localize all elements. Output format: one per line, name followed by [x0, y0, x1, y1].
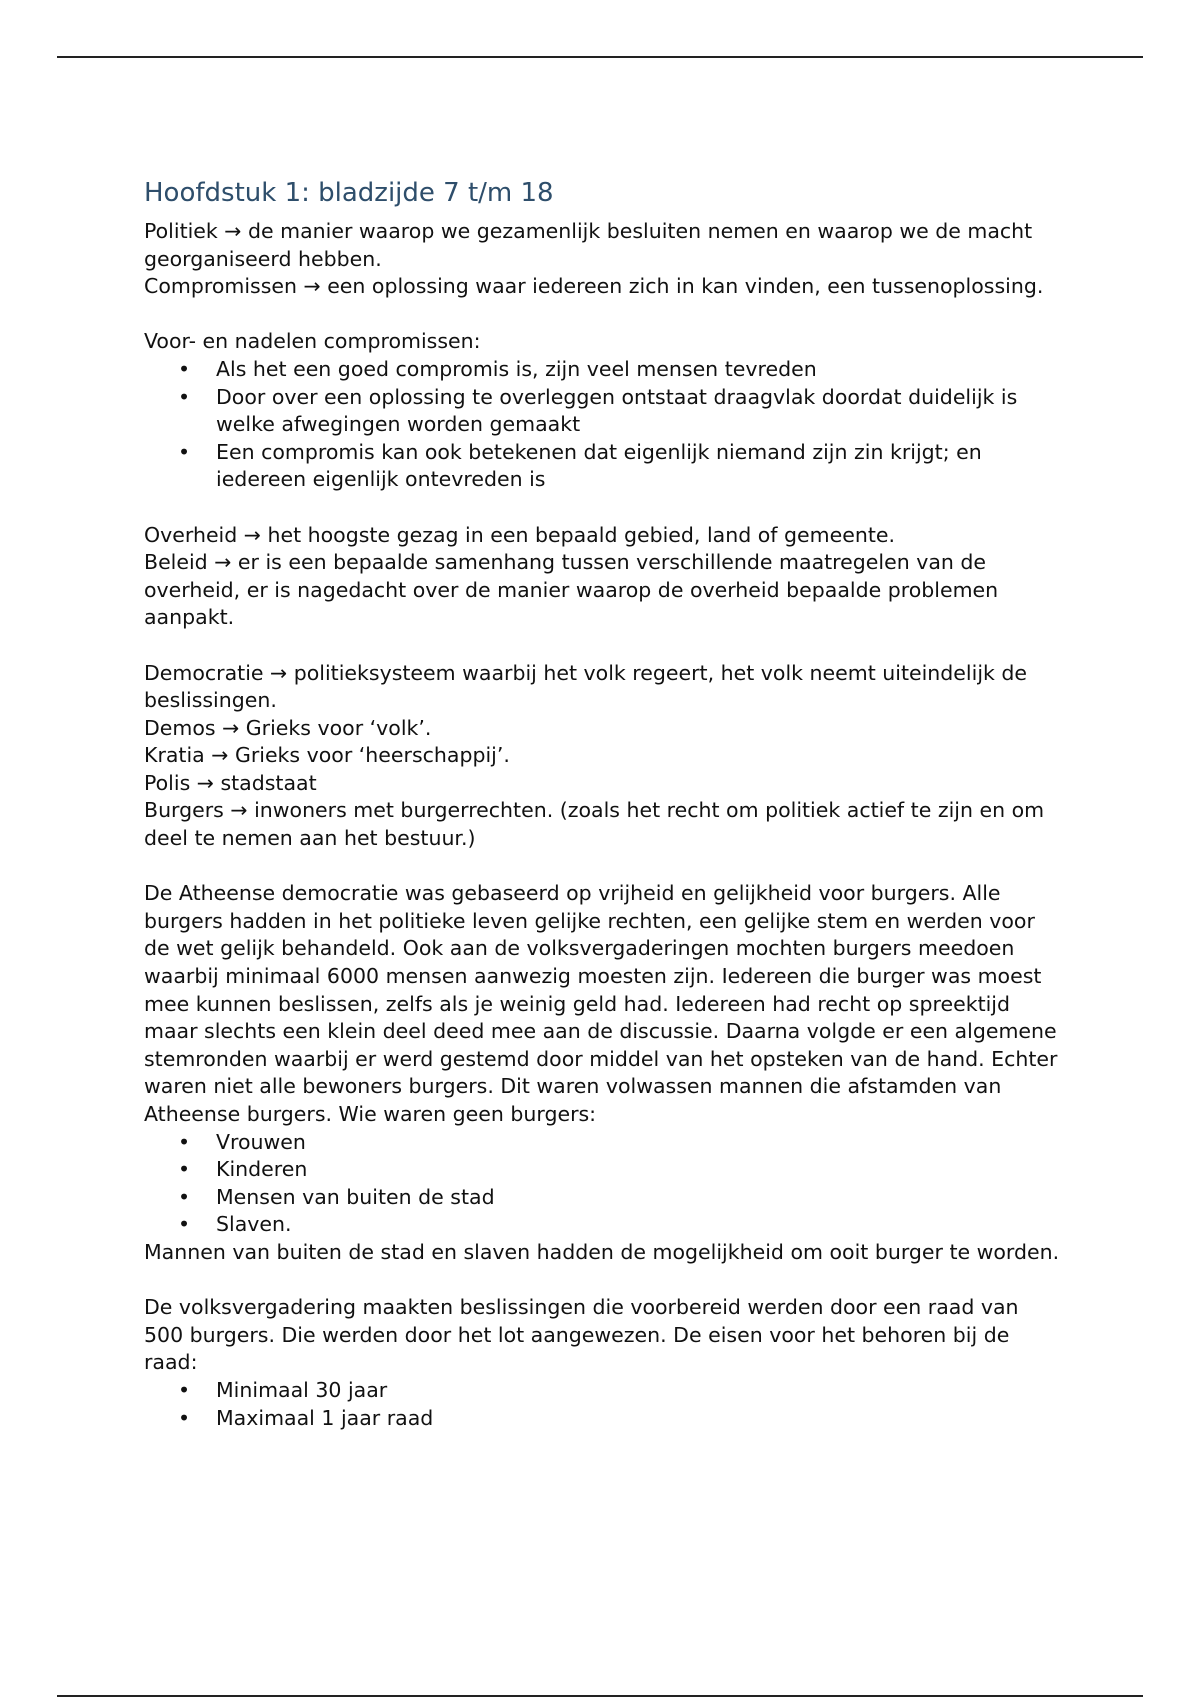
list-item: • Slaven.: [144, 1211, 1064, 1239]
chapter-heading: Hoofdstuk 1: bladzijde 7 t/m 18: [144, 178, 554, 208]
list-item: • Mensen van buiten de stad: [144, 1184, 1064, 1212]
definition-overheid: Overheid → het hoogste gezag in een bepaald gebied, land of gemeente.: [144, 522, 895, 547]
list-item: • Door over een oplossing te overleggen ontstaat draagvlak doordat duidelijk is welke afwegingen worden gemaakt: [144, 384, 1064, 439]
definition-kratia: Kratia → Grieks voor ‘heerschappij’.: [144, 743, 510, 768]
spacer: [144, 853, 1064, 881]
citizenship-note: Mannen van buiten de stad en slaven hadden de mogelijkheid om ooit burger te worden.: [144, 1239, 1060, 1264]
council-requirements-list: [144, 1377, 1064, 1432]
header-rule: [57, 56, 1143, 58]
non-citizens-list: [144, 1129, 1064, 1239]
spacer: [144, 632, 1064, 660]
definition-beleid: Beleid → er is een bepaalde samenhang tussen verschillende maatregelen van de overheid, er is nagedacht over de manier waarop de overheid bepaalde problemen aanpakt.: [144, 550, 999, 630]
spacer: [144, 301, 1064, 329]
spacer: [144, 494, 1064, 522]
footer-rule: [57, 1695, 1143, 1697]
definition-compromissen: Compromissen → een oplossing waar iedereen zich in kan vinden, een tussenoplossing.: [144, 274, 1044, 299]
list-item: • Kinderen: [144, 1156, 1064, 1184]
spacer: [144, 1267, 1064, 1295]
definition-politiek: Politiek → de manier waarop we gezamenlijk besluiten nemen en waarop we de macht georganiseerd hebben.: [144, 219, 1033, 271]
athenian-democracy-paragraph: De Atheense democratie was gebaseerd op vrijheid en gelijkheid voor burgers. Alle burgers hadden in het politieke leven gelijke rechten, een gelijke stem en werden voor de wet gelijk behandeld. Ook aan de volksvergaderingen mochten burgers meedoen waarbij minimaal 6000 mensen aanwezig moesten zijn. Iedereen die burger was moest mee kunnen beslissen, zelfs als je weinig geld had. Iedereen had recht op spreektijd maar slechts een klein deel deed mee aan de discussie. Daarna volgde er een algemene stemronden waarbij er werd gestemd door middel van het opsteken van de hand. Echter waren niet alle bewoners burgers. Dit waren volwassen mannen die afstamden van Atheense burgers. Wie waren geen burgers:: [144, 881, 1058, 1126]
definition-polis: Polis → stadstaat: [144, 770, 317, 795]
list-item: • Als het een goed compromis is, zijn veel mensen tevreden: [144, 356, 1064, 384]
definition-burgers: Burgers → inwoners met burgerrechten. (zoals het recht om politiek actief te zijn en om deel te nemen aan het bestuur.): [144, 798, 1045, 851]
list-item: • Vrouwen: [144, 1129, 1064, 1157]
list-item: • Maximaal 1 jaar raad: [144, 1405, 1064, 1433]
list-item: • Een compromis kan ook betekenen dat eigenlijk niemand zijn zin krijgt; en iedereen eigenlijk ontevreden is: [144, 439, 1064, 494]
list-item: • Minimaal 30 jaar: [144, 1377, 1064, 1405]
pros-cons-list: [144, 356, 1064, 494]
pros-cons-intro: Voor- en nadelen compromissen:: [144, 329, 481, 354]
definition-demos: Demos → Grieks voor ‘volk’.: [144, 715, 432, 740]
council-paragraph: De volksvergadering maakten beslissingen die voorbereid werden door een raad van 500 burgers. Die werden door het lot aangewezen. De eisen voor het behoren bij de raad:: [144, 1295, 1019, 1375]
definition-democratie: Democratie → politieksysteem waarbij het volk regeert, het volk neemt uiteindelijk de beslissingen.: [144, 660, 1028, 713]
document-body: [144, 176, 1064, 1432]
